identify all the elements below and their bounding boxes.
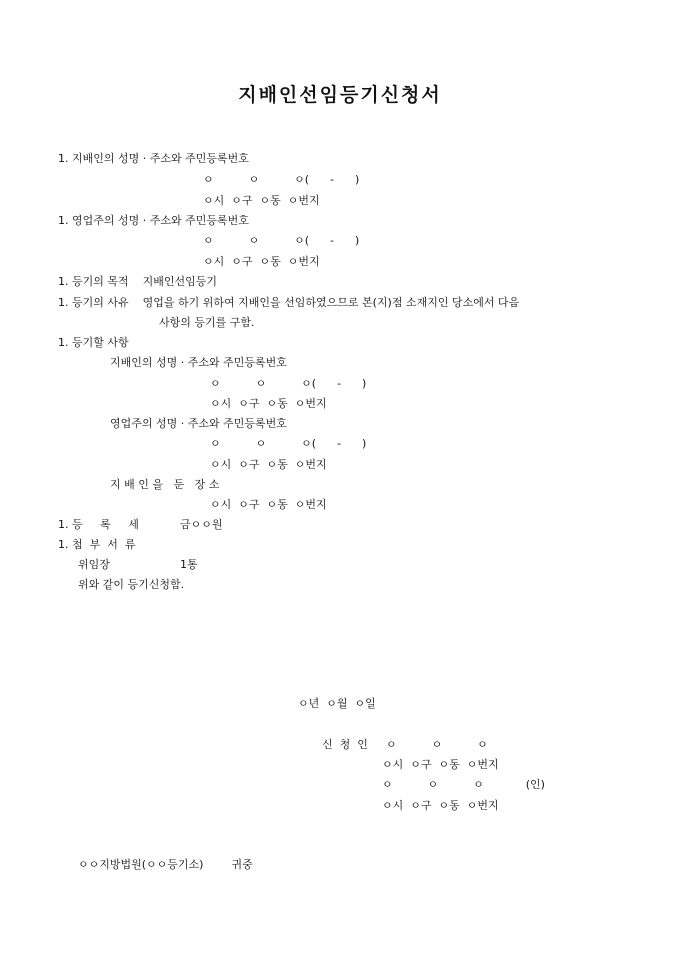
sub-manager-address: ㅇ시 ㅇ구 ㅇ동 ㅇ번지 [210, 397, 327, 410]
sub-owner-name-value: ㅇ ㅇ ㅇ( - ) [210, 437, 367, 450]
branch-location-address: ㅇ시 ㅇ구 ㅇ동 ㅇ번지 [210, 498, 327, 511]
registration-reason-line1: 1. 등기의 사유 영업을 하기 위하여 지배인을 선임하였으므로 본(지)점 소재지인 당소에서 다음 [58, 296, 520, 309]
registration-items-heading: 1. 등기할 사항 [58, 336, 129, 349]
registration-reason-line2: 사항의 등기를 구함. [159, 316, 255, 329]
agent-name-seal: ㅇ ㅇ ㅇ (인) [382, 778, 545, 791]
attachments-label: 1. 첨 부 서 류 [58, 538, 136, 551]
closing-statement: 위와 같이 등기신청함. [78, 578, 185, 591]
registration-tax-value: 금ㅇㅇ원 [180, 518, 223, 531]
registration-purpose: 1. 등기의 목적 지배인선임등기 [58, 275, 217, 288]
recipient-court: ㅇㅇ지방법원(ㅇㅇ등기소) 귀중 [78, 858, 253, 871]
applicant-label: 신 청 인 [322, 738, 368, 751]
registration-tax-label: 1. 등 록 세 [58, 518, 139, 531]
branch-location-label: 지 배 인 을 둔 장 소 [110, 478, 220, 491]
attachment-item: 위임장 [78, 558, 110, 571]
manager-name-value: ㅇ ㅇ ㅇ( - ) [203, 173, 360, 186]
agent-address: ㅇ시 ㅇ구 ㅇ동 ㅇ번지 [382, 799, 499, 812]
manager-name-label: 1. 지배인의 성명 · 주소와 주민등록번호 [58, 152, 249, 165]
applicant-name: ㅇ ㅇ ㅇ [386, 738, 488, 751]
owner-name-value: ㅇ ㅇ ㅇ( - ) [203, 234, 360, 247]
manager-address: ㅇ시 ㅇ구 ㅇ동 ㅇ번지 [203, 194, 320, 207]
sub-manager-name-label: 지배인의 성명 · 주소와 주민등록번호 [110, 356, 287, 369]
sub-manager-name-value: ㅇ ㅇ ㅇ( - ) [210, 377, 367, 390]
sub-owner-address: ㅇ시 ㅇ구 ㅇ동 ㅇ번지 [210, 458, 327, 471]
owner-address: ㅇ시 ㅇ구 ㅇ동 ㅇ번지 [203, 255, 320, 268]
sub-owner-name-label: 영업주의 성명 · 주소와 주민등록번호 [110, 417, 287, 430]
owner-name-label: 1. 영업주의 성명 · 주소와 주민등록번호 [58, 214, 249, 227]
attachment-count: 1통 [180, 558, 198, 571]
application-date: ㅇ년 ㅇ월 ㅇ일 [298, 697, 376, 710]
applicant-address: ㅇ시 ㅇ구 ㅇ동 ㅇ번지 [382, 758, 499, 771]
document-title: 지배인선임등기신청서 [238, 84, 442, 106]
